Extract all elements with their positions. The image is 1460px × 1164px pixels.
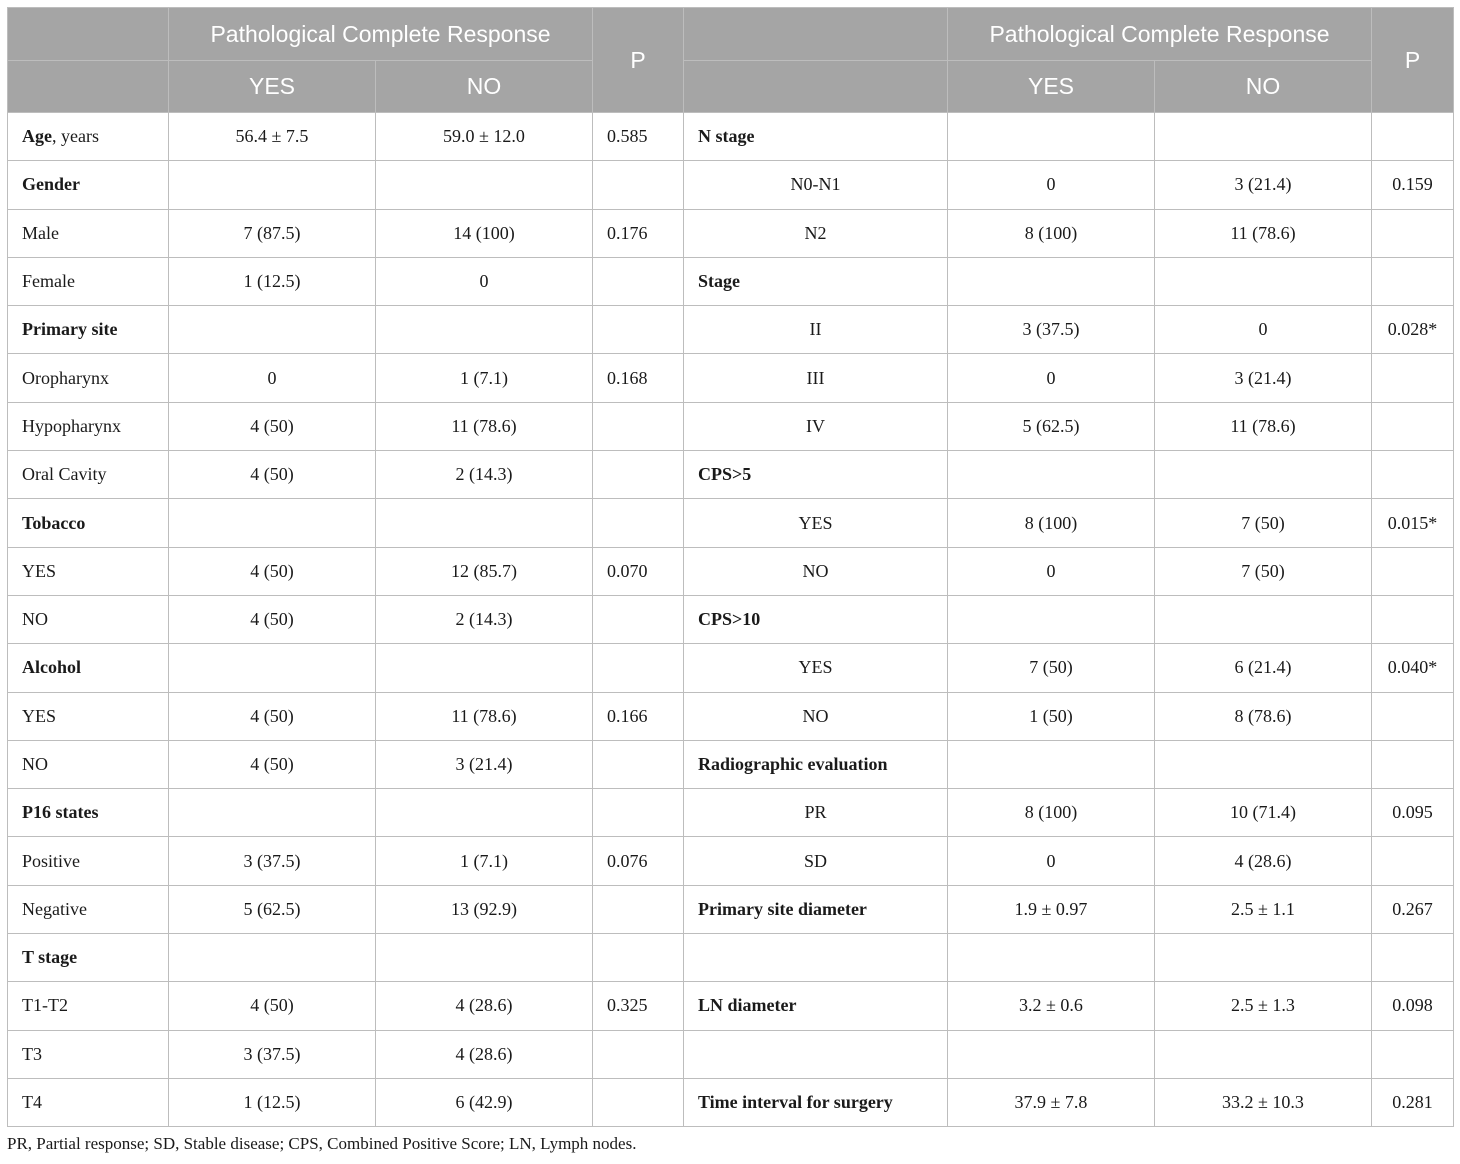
cell-p-left: 0.585: [593, 113, 684, 161]
row-label-right-text: NO: [802, 560, 829, 581]
cell-p-right: [1372, 1030, 1454, 1078]
cell-p-left: [593, 451, 684, 499]
cell-p-right: 0.267: [1372, 885, 1454, 933]
header-blank-left: [8, 8, 169, 61]
cell-no-left: [376, 934, 593, 982]
table-row: [8, 934, 1454, 982]
row-label-left: [8, 982, 169, 1030]
cell-yes-right: 1.9 ± 0.97: [948, 885, 1155, 933]
row-label-left-text: Negative: [22, 898, 87, 919]
table-row: [8, 451, 1454, 499]
cell-no-left: 1 (7.1): [376, 354, 593, 402]
cell-p-right: [1372, 209, 1454, 257]
cell-no-left: 12 (85.7): [376, 547, 593, 595]
row-label-left: [8, 692, 169, 740]
row-label-right-text: N0-N1: [790, 174, 841, 195]
row-label-right-text: CPS>10: [698, 609, 761, 630]
cell-yes-left: [169, 306, 376, 354]
cell-p-left: 0.168: [593, 354, 684, 402]
cell-no-right: 7 (50): [1155, 499, 1372, 547]
row-label-right: [684, 161, 948, 209]
row-label-left: [8, 934, 169, 982]
row-label-right-text: PR: [804, 802, 827, 823]
row-label-left-text: Male: [22, 222, 59, 243]
cell-no-right: 10 (71.4): [1155, 789, 1372, 837]
cell-no-left: 2 (14.3): [376, 451, 593, 499]
row-label-right-text: CPS>5: [698, 464, 752, 485]
cell-no-left: 14 (100): [376, 209, 593, 257]
cell-yes-right: 7 (50): [948, 644, 1155, 692]
row-label-left-text: T4: [22, 1092, 42, 1113]
row-label-right-text: Radiographic evaluation: [698, 754, 888, 774]
row-label-right: [684, 1078, 948, 1126]
row-label-right-text: Time interval for surgery: [698, 1092, 893, 1113]
row-label-right: [684, 885, 948, 933]
row-label-left-text: Hypopharynx: [22, 415, 121, 436]
row-label-left-text: T1-T2: [22, 995, 68, 1016]
table-row: [8, 740, 1454, 788]
table-row: [8, 789, 1454, 837]
row-label-right: [684, 1030, 948, 1078]
cell-p-right: 0.028*: [1372, 306, 1454, 354]
cell-yes-right: 0: [948, 354, 1155, 402]
cell-p-right: [1372, 547, 1454, 595]
cell-yes-right: 8 (100): [948, 209, 1155, 257]
cell-p-right: [1372, 837, 1454, 885]
cell-no-right: 11 (78.6): [1155, 402, 1372, 450]
header-yes-right: YES: [948, 61, 1155, 113]
row-label-left: [8, 1030, 169, 1078]
cell-no-right: [1155, 595, 1372, 643]
cell-p-right: 0.040*: [1372, 644, 1454, 692]
row-label-right: [684, 644, 948, 692]
row-label-left-text: NO: [22, 609, 48, 630]
cell-no-right: [1155, 113, 1372, 161]
table-row: [8, 595, 1454, 643]
cell-p-left: [593, 257, 684, 305]
row-label-left: [8, 595, 169, 643]
cell-yes-right: 0: [948, 161, 1155, 209]
cell-no-right: 3 (21.4): [1155, 161, 1372, 209]
cell-yes-left: 4 (50): [169, 595, 376, 643]
cell-p-right: 0.015*: [1372, 499, 1454, 547]
table-row: [8, 499, 1454, 547]
row-label-left: [8, 1078, 169, 1126]
cell-yes-left: 4 (50): [169, 740, 376, 788]
cell-p-right: 0.159: [1372, 161, 1454, 209]
cell-p-left: [593, 402, 684, 450]
cell-no-left: [376, 644, 593, 692]
table-row: [8, 1030, 1454, 1078]
cell-p-right: [1372, 740, 1454, 788]
table-row: [8, 113, 1454, 161]
row-label-right: [684, 934, 948, 982]
row-label-right: [684, 982, 948, 1030]
header-p-right: P: [1372, 8, 1454, 113]
cell-no-right: 2.5 ± 1.3: [1155, 982, 1372, 1030]
row-label-left-text: Alcohol: [22, 657, 82, 678]
header-group-right: Pathological Complete Response: [948, 8, 1372, 61]
row-label-left-text: YES: [22, 705, 57, 726]
row-label-right: [684, 837, 948, 885]
cell-yes-left: [169, 789, 376, 837]
table-header: [8, 8, 1454, 113]
cell-yes-right: 0: [948, 547, 1155, 595]
cell-p-left: [593, 934, 684, 982]
row-label-right: [684, 499, 948, 547]
row-label-right-text: LN diameter: [698, 995, 797, 1016]
cell-p-right: 0.095: [1372, 789, 1454, 837]
cell-yes-left: 0: [169, 354, 376, 402]
row-label-right: [684, 595, 948, 643]
row-label-left: [8, 451, 169, 499]
row-label-left: [8, 499, 169, 547]
cell-no-left: 59.0 ± 12.0: [376, 113, 593, 161]
cell-yes-left: [169, 934, 376, 982]
row-label-left: [8, 740, 169, 788]
row-label-left: [8, 209, 169, 257]
table-row: [8, 209, 1454, 257]
row-label-right: [684, 113, 948, 161]
header-blank-right: [684, 8, 948, 61]
cell-yes-left: 3 (37.5): [169, 1030, 376, 1078]
cell-p-left: [593, 644, 684, 692]
cell-yes-right: [948, 934, 1155, 982]
cell-yes-right: 8 (100): [948, 499, 1155, 547]
row-label-left-text: P16 states: [22, 802, 99, 823]
table-row: [8, 257, 1454, 305]
row-label-left-text: Gender: [22, 174, 80, 195]
cell-yes-right: [948, 740, 1155, 788]
cell-no-right: [1155, 740, 1372, 788]
row-label-right: [684, 257, 948, 305]
row-label-left-text: T3: [22, 1043, 42, 1064]
table-row: [8, 692, 1454, 740]
row-label-right-text: IV: [806, 415, 825, 436]
cell-no-left: 11 (78.6): [376, 692, 593, 740]
cell-p-right: [1372, 257, 1454, 305]
cell-yes-right: [948, 257, 1155, 305]
cell-yes-left: 3 (37.5): [169, 837, 376, 885]
cell-no-right: [1155, 934, 1372, 982]
cell-no-left: 13 (92.9): [376, 885, 593, 933]
row-label-right: [684, 209, 948, 257]
row-label-right: [684, 740, 948, 788]
cell-yes-right: [948, 451, 1155, 499]
row-label-right-text: NO: [802, 705, 829, 726]
row-label-left: [8, 547, 169, 595]
row-label-left-text: NO: [22, 754, 48, 774]
cell-p-left: [593, 1078, 684, 1126]
row-label-right-text: Primary site diameter: [698, 898, 867, 919]
header-no-left: NO: [376, 61, 593, 113]
table-row: [8, 885, 1454, 933]
row-label-left: [8, 402, 169, 450]
row-label-right-text: II: [809, 319, 822, 340]
cell-p-left: [593, 499, 684, 547]
table-row: [8, 306, 1454, 354]
cell-no-right: 3 (21.4): [1155, 354, 1372, 402]
row-label-right-text: SD: [803, 850, 827, 871]
row-label-left-text: YES: [22, 560, 57, 581]
cell-p-left: 0.070: [593, 547, 684, 595]
cell-yes-left: 1 (12.5): [169, 1078, 376, 1126]
table-row: [8, 1078, 1454, 1126]
table-row: [8, 354, 1454, 402]
cell-p-left: [593, 161, 684, 209]
cell-p-right: [1372, 402, 1454, 450]
cell-no-left: 3 (21.4): [376, 740, 593, 788]
cell-p-left: 0.166: [593, 692, 684, 740]
header-no-right: NO: [1155, 61, 1372, 113]
row-label-left: [8, 257, 169, 305]
cell-p-right: 0.281: [1372, 1078, 1454, 1126]
cell-p-left: [593, 885, 684, 933]
cell-yes-left: 4 (50): [169, 692, 376, 740]
cell-no-right: 6 (21.4): [1155, 644, 1372, 692]
cell-yes-right: 3.2 ± 0.6: [948, 982, 1155, 1030]
table-row: [8, 644, 1454, 692]
row-label-left-suffix: , years: [52, 126, 99, 147]
row-label-right: [684, 547, 948, 595]
cell-p-right: [1372, 451, 1454, 499]
cell-no-right: 8 (78.6): [1155, 692, 1372, 740]
cell-p-left: [593, 740, 684, 788]
cell-p-right: 0.098: [1372, 982, 1454, 1030]
row-label-right: [684, 692, 948, 740]
row-label-right: [684, 451, 948, 499]
cell-yes-right: [948, 113, 1155, 161]
row-label-left: [8, 885, 169, 933]
cell-no-left: [376, 499, 593, 547]
cell-no-left: [376, 789, 593, 837]
header-blank-right-2: [684, 61, 948, 113]
row-label-left: [8, 306, 169, 354]
cell-yes-left: 4 (50): [169, 982, 376, 1030]
header-group-left: Pathological Complete Response: [169, 8, 593, 61]
cell-yes-left: 5 (62.5): [169, 885, 376, 933]
cell-p-left: [593, 789, 684, 837]
cell-p-right: [1372, 595, 1454, 643]
cell-no-left: 1 (7.1): [376, 837, 593, 885]
cell-yes-left: 7 (87.5): [169, 209, 376, 257]
cell-no-left: 0: [376, 257, 593, 305]
row-label-right: [684, 354, 948, 402]
cell-no-left: [376, 306, 593, 354]
cell-p-right: [1372, 354, 1454, 402]
table-row: [8, 837, 1454, 885]
table-footnote: PR, Partial response; SD, Stable disease; CPS, Combined Positive Score; LN, Lymph nodes.: [7, 1134, 637, 1153]
cell-yes-right: 3 (37.5): [948, 306, 1155, 354]
row-label-left: [8, 161, 169, 209]
cell-no-left: 4 (28.6): [376, 982, 593, 1030]
cell-yes-right: 5 (62.5): [948, 402, 1155, 450]
cell-no-left: 6 (42.9): [376, 1078, 593, 1126]
cell-p-right: [1372, 692, 1454, 740]
row-label-right-text: Stage: [698, 271, 740, 292]
row-label-right-text: N2: [804, 222, 827, 243]
cell-yes-left: [169, 499, 376, 547]
results-table: [7, 7, 1454, 1127]
cell-yes-right: 8 (100): [948, 789, 1155, 837]
cell-no-right: [1155, 1030, 1372, 1078]
cell-yes-right: 37.9 ± 7.8: [948, 1078, 1155, 1126]
cell-p-left: [593, 595, 684, 643]
row-label-right: [684, 402, 948, 450]
cell-no-right: [1155, 451, 1372, 499]
row-label-left-text: Primary site: [22, 319, 118, 340]
cell-p-left: [593, 306, 684, 354]
row-label-left-text: Female: [22, 271, 75, 292]
header-p-left: P: [593, 8, 684, 113]
cell-no-right: 4 (28.6): [1155, 837, 1372, 885]
cell-yes-left: 4 (50): [169, 402, 376, 450]
cell-no-right: 2.5 ± 1.1: [1155, 885, 1372, 933]
cell-p-left: 0.176: [593, 209, 684, 257]
cell-no-right: 11 (78.6): [1155, 209, 1372, 257]
row-label-left-text: Age: [22, 126, 52, 147]
table-row: [8, 982, 1454, 1030]
cell-p-right: [1372, 113, 1454, 161]
row-label-left: [8, 837, 169, 885]
row-label-right-text: YES: [798, 512, 833, 533]
cell-no-left: 4 (28.6): [376, 1030, 593, 1078]
cell-no-left: 2 (14.3): [376, 595, 593, 643]
cell-yes-right: 1 (50): [948, 692, 1155, 740]
cell-no-right: 0: [1155, 306, 1372, 354]
row-label-left: [8, 354, 169, 402]
header-yes-left: YES: [169, 61, 376, 113]
cell-yes-left: 4 (50): [169, 547, 376, 595]
row-label-left: [8, 113, 169, 161]
row-label-right-text: N stage: [698, 126, 755, 147]
cell-p-right: [1372, 934, 1454, 982]
cell-no-left: [376, 161, 593, 209]
row-label-left: [8, 789, 169, 837]
cell-no-right: 33.2 ± 10.3: [1155, 1078, 1372, 1126]
table-row: [8, 547, 1454, 595]
table-row: [8, 402, 1454, 450]
row-label-left-text: Tobacco: [22, 512, 86, 533]
cell-p-left: 0.325: [593, 982, 684, 1030]
table-row: [8, 161, 1454, 209]
cell-yes-right: 0: [948, 837, 1155, 885]
cell-no-right: 7 (50): [1155, 547, 1372, 595]
row-label-left-text: Oral Cavity: [22, 464, 107, 485]
header-blank-left-2: [8, 61, 169, 113]
row-label-right: [684, 306, 948, 354]
cell-yes-right: [948, 1030, 1155, 1078]
table-body: [8, 113, 1454, 1127]
row-label-right-text: III: [806, 367, 825, 388]
row-label-right-text: YES: [798, 657, 833, 678]
cell-yes-left: 1 (12.5): [169, 257, 376, 305]
cell-no-left: 11 (78.6): [376, 402, 593, 450]
cell-yes-left: 56.4 ± 7.5: [169, 113, 376, 161]
row-label-left-text: Oropharynx: [22, 367, 109, 388]
row-label-right: [684, 789, 948, 837]
cell-no-right: [1155, 257, 1372, 305]
row-label-left: [8, 644, 169, 692]
row-label-left-text: Positive: [22, 850, 81, 871]
cell-yes-left: [169, 644, 376, 692]
row-label-left-text: T stage: [22, 947, 78, 968]
cell-p-left: 0.076: [593, 837, 684, 885]
cell-yes-left: [169, 161, 376, 209]
cell-yes-right: [948, 595, 1155, 643]
cell-p-left: [593, 1030, 684, 1078]
cell-yes-left: 4 (50): [169, 451, 376, 499]
